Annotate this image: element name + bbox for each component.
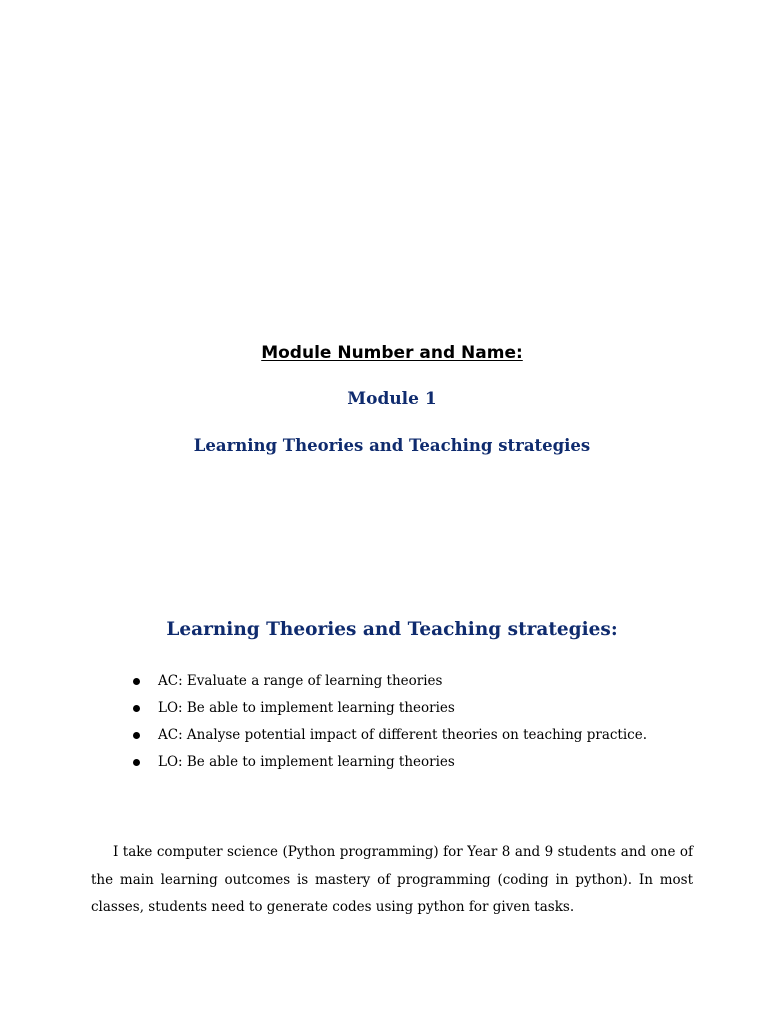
criteria-item-text: LO: Be able to implement learning theories	[158, 754, 455, 770]
bullet-icon	[133, 759, 140, 766]
bullet-icon	[133, 705, 140, 712]
bullet-icon	[133, 678, 140, 685]
module-heading	[0, 341, 768, 365]
criteria-item-text: AC: Analyse potential impact of different theories on teaching practice.	[158, 727, 648, 743]
criteria-item-text: LO: Be able to implement learning theories	[158, 700, 455, 716]
bullet-icon	[133, 732, 140, 739]
criteria-item-text: AC: Evaluate a range of learning theories	[158, 673, 443, 689]
criteria-item	[130, 668, 647, 695]
module-title: Learning Theories and Teaching strategies	[193, 436, 591, 455]
body-paragraph: I take computer science (Python programming) for Year 8 and 9 students and one of the main learning outcomes is mastery of programming (coding in python). In most classes, students need to generate codes using python for given tasks.	[91, 844, 693, 915]
criteria-item	[130, 749, 647, 776]
module-number: Module 1	[347, 389, 437, 409]
criteria-list	[130, 668, 647, 776]
criteria-item	[130, 722, 647, 749]
criteria-item	[130, 695, 647, 722]
section-heading: Learning Theories and Teaching strategies:	[166, 619, 618, 640]
module-heading-text: Module Number and Name:	[261, 343, 523, 363]
